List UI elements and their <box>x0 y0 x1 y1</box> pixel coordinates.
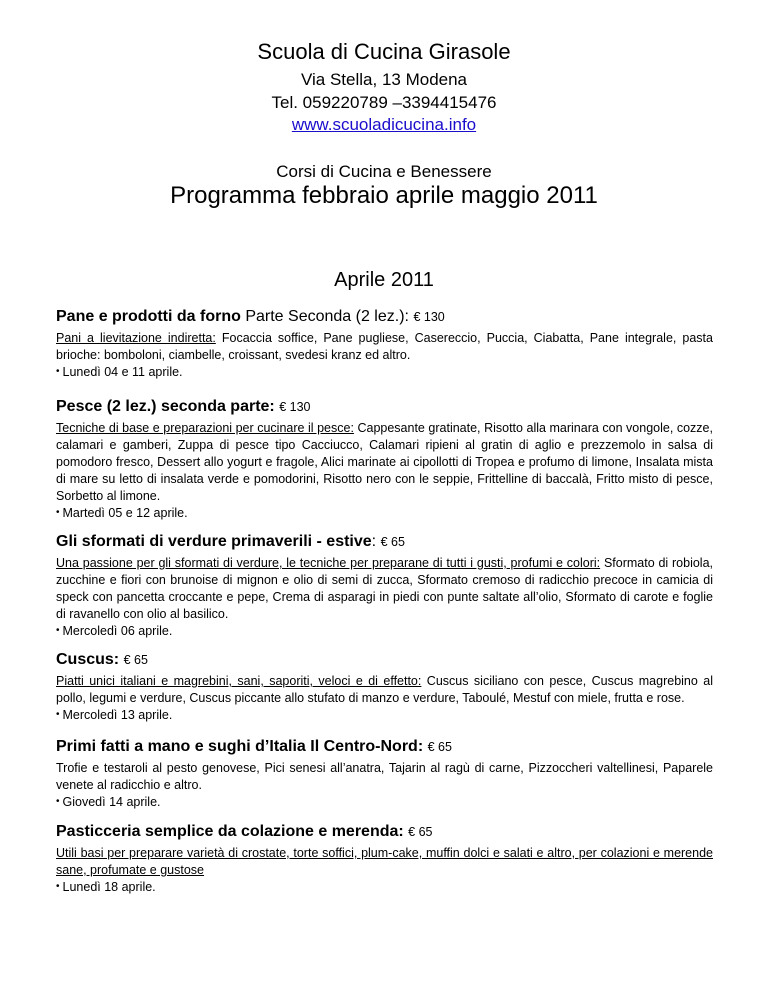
course-date <box>56 707 713 725</box>
course-title <box>56 649 713 671</box>
course-title <box>56 531 713 553</box>
description-lead: Utili basi per preparare varietà di crostate, torte soffici, plum-cake, muffin dolci e salati e altro, per colazioni e merende sane, profumate e gustose <box>56 846 713 877</box>
course-title <box>56 306 713 328</box>
course-description <box>56 673 713 707</box>
program-title: Programma febbraio aprile maggio 2011 <box>170 182 598 209</box>
school-phone: Tel. 059220789 –3394415476 <box>271 93 497 112</box>
course-title-rest: Parte Seconda (2 lez.): <box>240 308 409 325</box>
website-link[interactable]: www.scuoladicucina.info <box>291 115 477 134</box>
course-title-bold: Pasticceria semplice da colazione e merenda: <box>56 823 404 840</box>
description-lead: Tecniche di base e preparazioni per cucinare il pesce: <box>56 421 354 435</box>
course-date-text: Giovedì 14 aprile. <box>62 795 161 809</box>
course-price: € 65 <box>408 825 433 839</box>
course-title <box>56 821 713 843</box>
course-date <box>56 879 713 897</box>
course-price: € 65 <box>427 740 452 754</box>
description-text: Focaccia soffice, Pane pugliese, Casereccio, Puccia, Ciabatta, Pane integrale, pasta brioche: bomboloni, ciambelle, croissant, svedesi kranz ed altro. <box>56 331 713 362</box>
bullet-icon: • <box>56 709 60 720</box>
subtitle: Corsi di Cucina e Benessere <box>276 162 492 181</box>
bullet-icon: • <box>56 507 60 518</box>
bullet-icon: • <box>56 881 60 892</box>
course-date-text: Mercoledì 13 aprile. <box>62 708 173 722</box>
description-text: Cappesante gratinate, Risotto alla marinara con vongole, cozze, calamari e gamberi, Zuppa di pesce tipo Cacciucco, Calamari ripieni al gratin di aglio e prezzemolo in salsa di pomodoro fresco, Dessert allo yogurt e fragole, Alici marinate ai cipollotti di Tropea e profumo di limone, Insalata mista di mare su letto di insalata verde e pomodorini, Risotto nero con le seppie, Frittelline di baccalà, Fritto misto di pesce, Sorbetto al limone. <box>56 421 713 503</box>
course-description <box>56 760 713 794</box>
course-date <box>56 505 713 523</box>
school-name: Scuola di Cucina Girasole <box>257 39 511 64</box>
course-price: € 130 <box>413 310 445 324</box>
description-lead: Pani a lievitazione indiretta: <box>56 331 216 345</box>
month-heading: Aprile 2011 <box>334 269 434 291</box>
description-text: Sformato di robiola, zucchine e fiori con brunoise di mignon e olio di semi di zucca, Sformato cremoso di radicchio precoce in camicia di speck con pancetta croccante e pepe, Crema di asparagi in piedi con punte saltate all’olio, Sformato di carote e foglie di ravanello con olio al basilico. <box>56 556 714 621</box>
course-primi <box>56 736 713 812</box>
course-pane <box>56 306 713 382</box>
course-pesce <box>56 396 713 523</box>
course-price: € 65 <box>380 535 405 549</box>
course-title-bold: Cuscus: <box>56 651 120 668</box>
website-line <box>0 115 768 135</box>
course-date-text: Mercoledì 06 aprile. <box>62 624 173 638</box>
course-title-bold: Gli sformati di verdure primaverili - estive <box>56 533 372 550</box>
course-title-bold: Pesce (2 lez.) seconda parte: <box>56 398 275 415</box>
course-cuscus <box>56 649 713 725</box>
course-description <box>56 845 713 879</box>
description-text: Cuscus siciliano con pesce, Cuscus magrebino al pollo, legumi e verdure, Cuscus piccante allo stufato di manzo e verdure, Taboulé, Mestuf con miele, frutta e rose. <box>56 674 713 705</box>
course-date-text: Lunedì 18 aprile. <box>62 880 156 894</box>
course-price: € 65 <box>123 653 148 667</box>
course-description <box>56 555 713 623</box>
course-date-text: Lunedì 04 e 11 aprile. <box>62 365 183 379</box>
course-pasticceria <box>56 821 713 897</box>
bullet-icon: • <box>56 625 60 636</box>
course-title <box>56 736 713 758</box>
course-price: € 130 <box>279 400 311 414</box>
course-title-rest: : <box>371 533 377 550</box>
course-title-bold: Primi fatti a mano e sughi d’Italia Il Centro-Nord: <box>56 738 424 755</box>
description-text: Trofie e testaroli al pesto genovese, Pici senesi all’anatra, Tajarin al ragù di carne, Pizzoccheri valtellinesi, Paparele venete al radicchio e altro. <box>56 761 713 792</box>
course-sformati <box>56 531 713 641</box>
bullet-icon: • <box>56 366 60 377</box>
description-lead: Piatti unici italiani e magrebini, sani, saporiti, veloci e di effetto: <box>56 674 422 688</box>
course-title <box>56 396 713 418</box>
bullet-icon: • <box>56 796 60 807</box>
course-description <box>56 330 713 364</box>
description-lead: Una passione per gli sformati di verdure, le tecniche per preparane di tutti i gusti, profumi e colori: <box>56 556 601 570</box>
course-date <box>56 364 713 382</box>
course-date <box>56 794 713 812</box>
school-address: Via Stella, 13 Modena <box>300 70 468 89</box>
course-description <box>56 420 713 505</box>
course-date <box>56 623 713 641</box>
course-title-bold: Pane e prodotti da forno <box>56 308 241 325</box>
course-date-text: Martedì 05 e 12 aprile. <box>62 506 188 520</box>
